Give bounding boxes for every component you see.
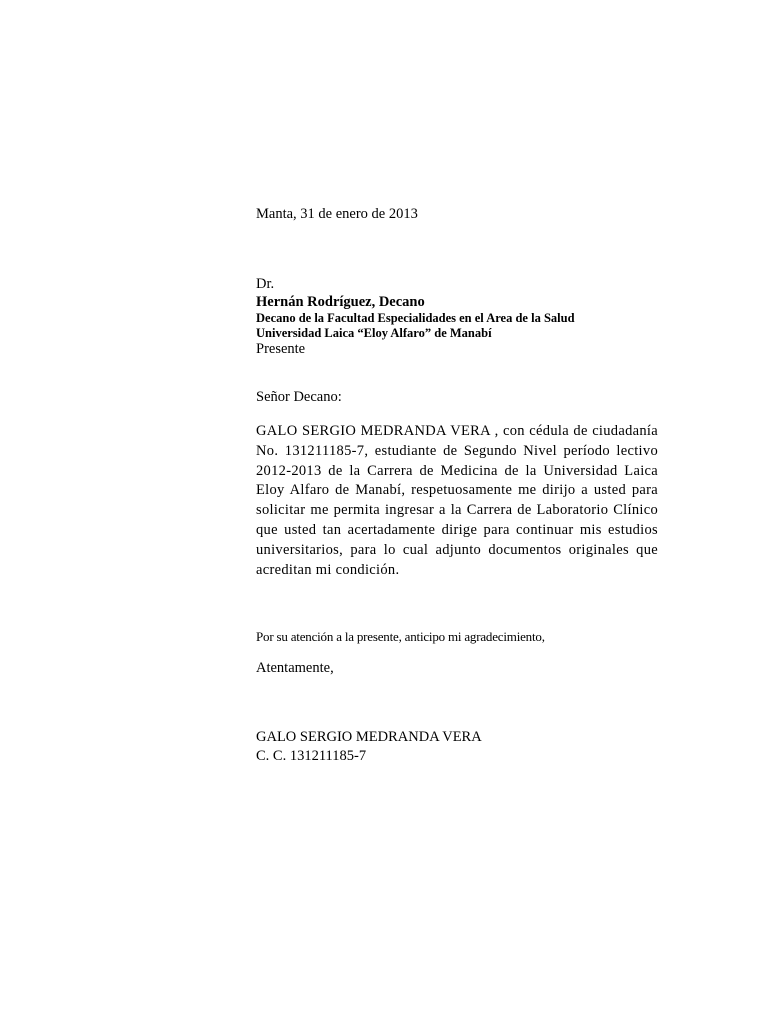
recipient-position: Decano de la Facultad Especialidades en el Area de la Salud [256, 311, 575, 325]
letter-body: GALO SERGIO MEDRANDA VERA , con cédula de ciudadanía No. 131211185-7, estudiante de Segundo Nivel período lectivo 2012-2013 de la Carrera de Medicina de la Universidad Laica Eloy Alfaro de Manabí, respetuosamente me dirijo a usted para solicitar me permita ingresar a la Carrera de Laboratorio Clínico que usted tan acertadamente dirige para continuar mis estudios universitarios, para lo cual adjunto documentos originales que acreditan mi condición. [256, 423, 658, 578]
recipient-block [256, 276, 575, 358]
recipient-title: Dr. [256, 276, 275, 292]
recipient-institution: Universidad Laica “Eloy Alfaro” de Manabí [256, 326, 492, 340]
signature-block [256, 728, 482, 766]
recipient-presente: Presente [256, 341, 306, 357]
recipient-name: Hernán Rodríguez, Decano [256, 294, 425, 310]
signature-name: GALO SERGIO MEDRANDA VERA [256, 729, 482, 745]
salutation: Señor Decano: [256, 389, 342, 405]
letter-date: Manta, 31 de enero de 2013 [256, 206, 418, 222]
thanks-line: Por su atención a la presente, anticipo mi agradecimiento, [256, 629, 545, 644]
signature-id: C. C. 131211185-7 [256, 748, 367, 764]
closing-line: Atentamente, [256, 660, 334, 676]
